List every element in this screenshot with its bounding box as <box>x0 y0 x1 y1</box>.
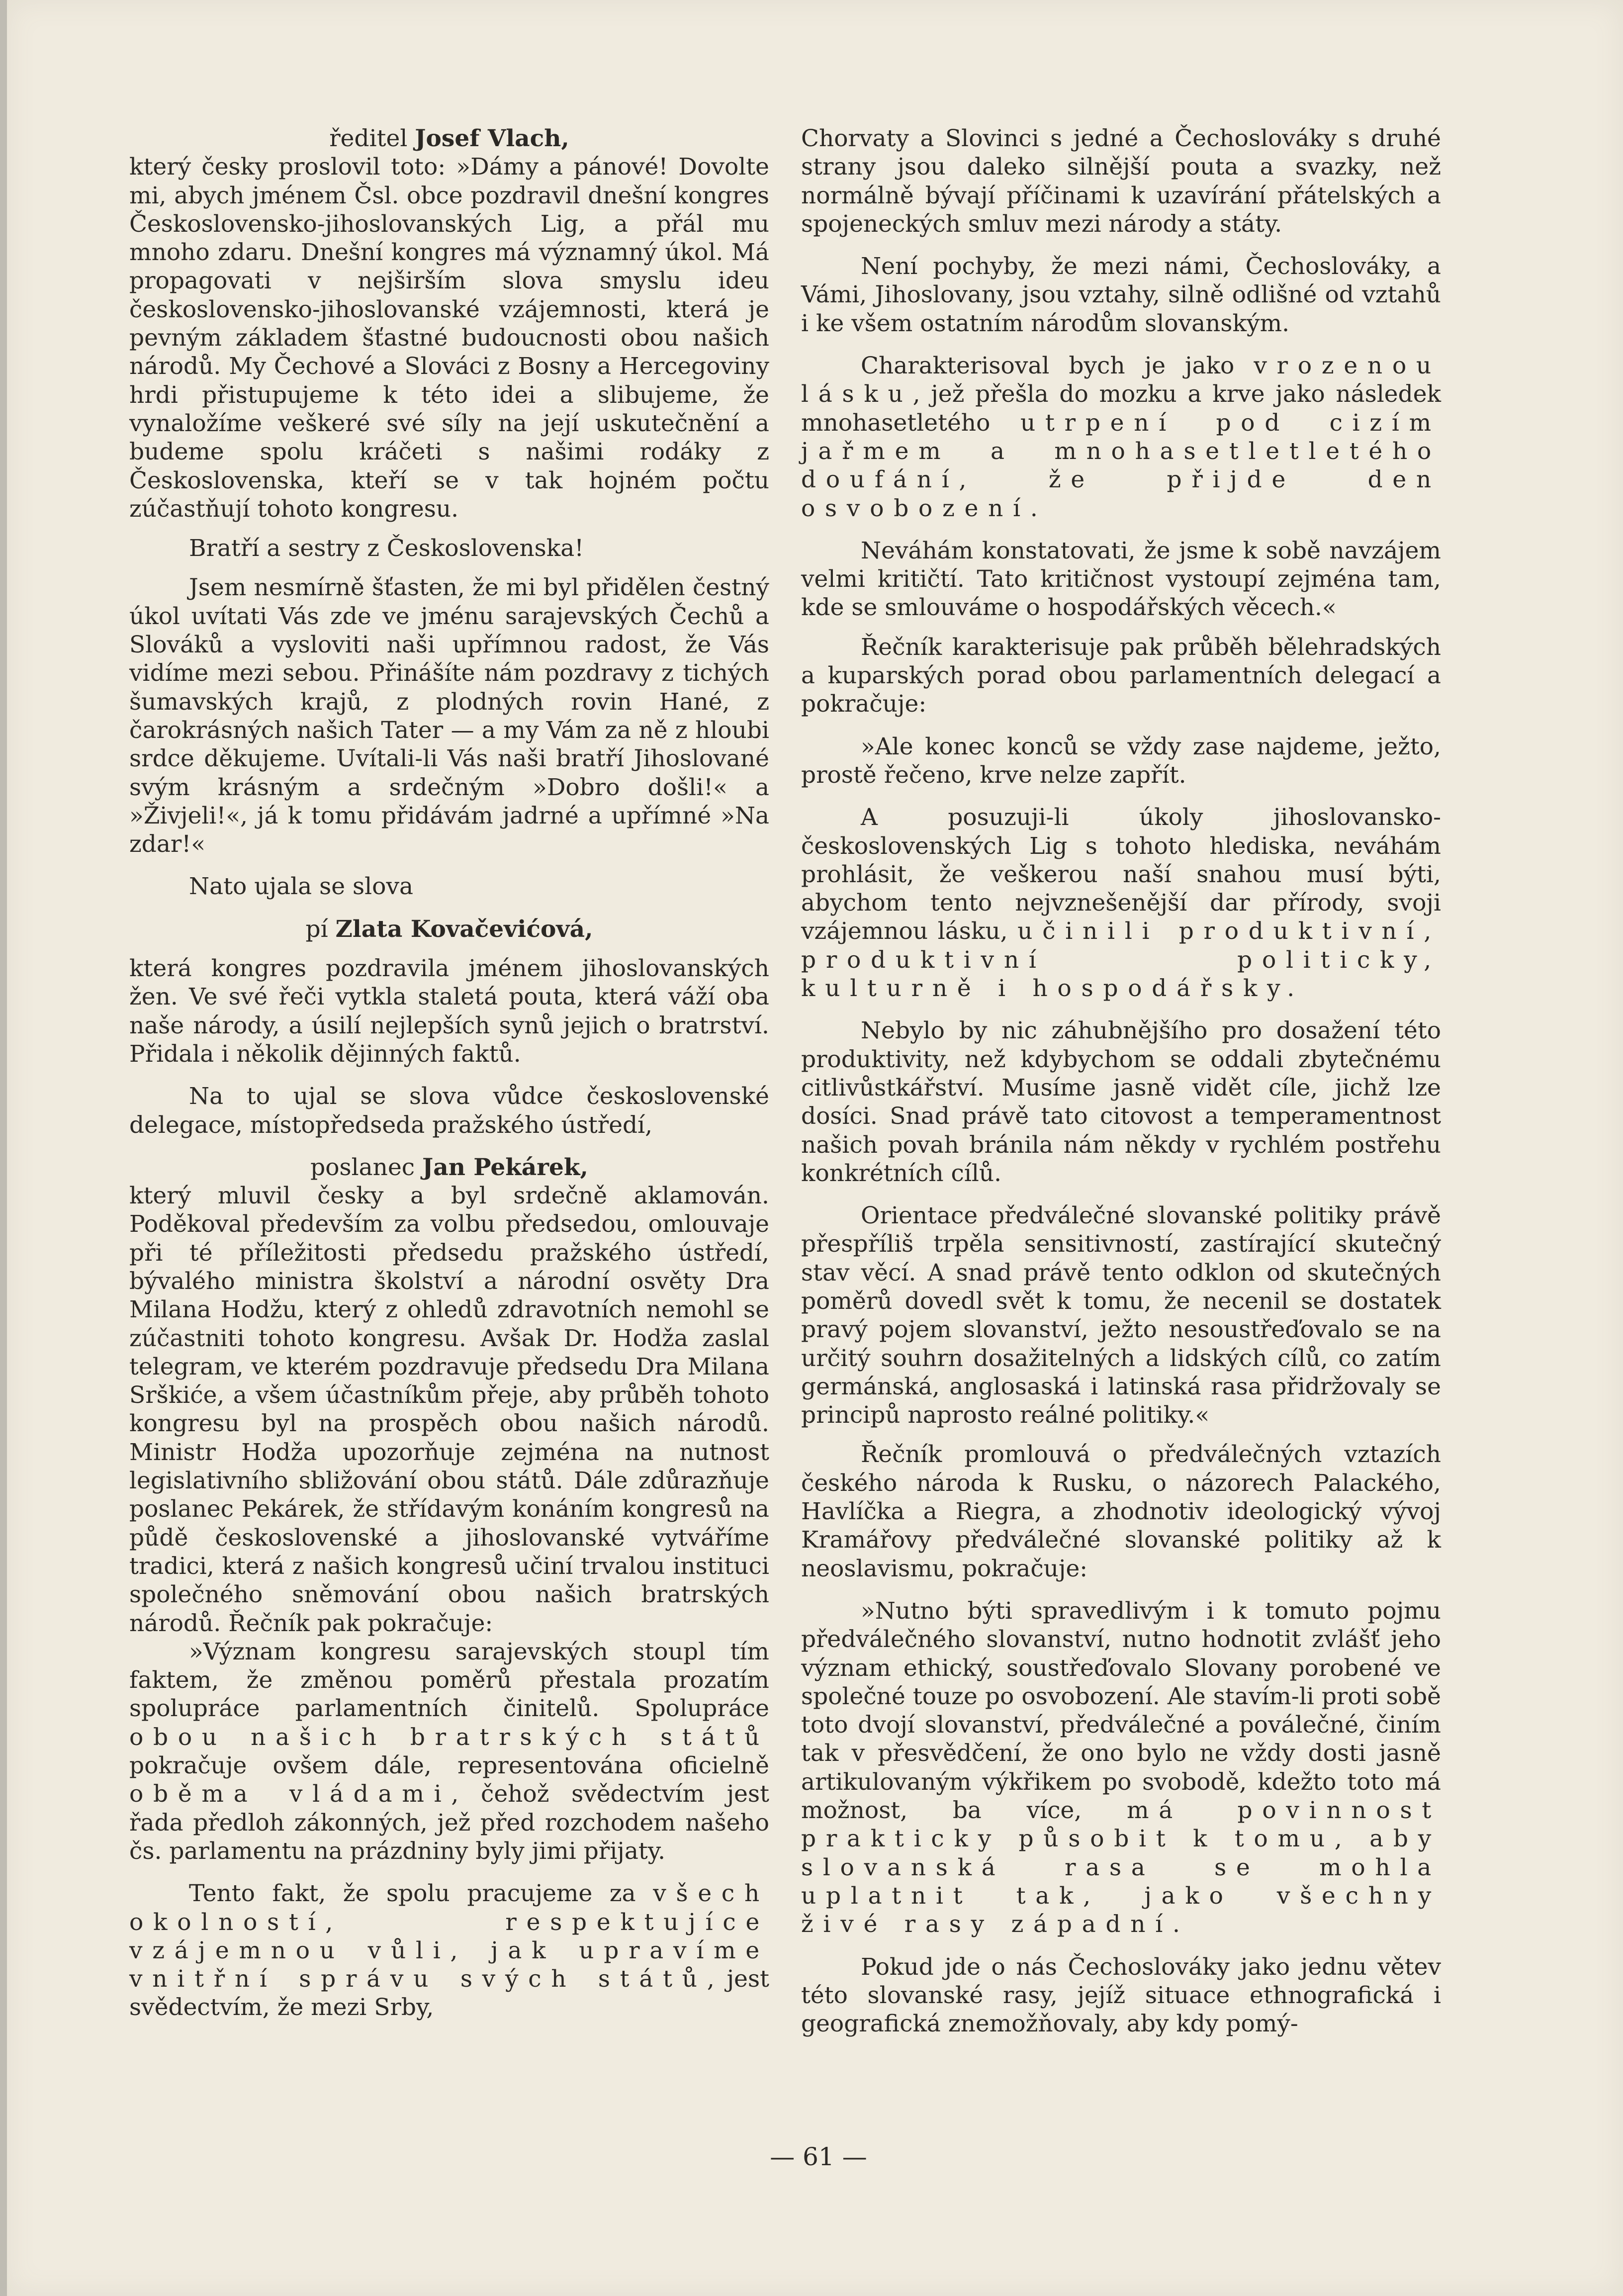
paragraph: Neváhám konstatovati, že jsme k sobě navzájem velmi kritičtí. Tato kritičnost vystoupí zejména tam, kde se smlouváme o hospodářských věcech.« <box>801 537 1441 622</box>
speaker-jan-pekarek: poslanec Jan Pekárek, <box>310 1153 588 1181</box>
page-number: — 61 — <box>770 2142 867 2171</box>
speaker-josef-vlach: ředitel Josef Vlach, <box>329 125 569 152</box>
paragraph: »Nutno býti spravedlivým i k tomuto pojmu předválečného slovanství, nutno hodnotit zvlášť jeho význam ethický, soustřeďovalo Slovany porobené ve společné touze po osvobození. Ale stavím-li proti sobě toto dvojí slovanství, předválečné a poválečné, činím tak v přesvědčení, že ono bylo ne vždy dosti jasně artikulovaným výkřikem po svobodě, kdežto toto má možnost, ba více, má povinnost prakticky působit k tomu, aby slovanská rasa se mohla uplatnit tak, jako všechny živé rasy západní. <box>801 1597 1441 1938</box>
paragraph: Tento fakt, že spolu pracujeme za všech okolností, respektujíce vzájemnou vůli, jak upravíme vnitřní správu svých států, jest svědectvím, že mezi Srby, <box>129 1880 769 2021</box>
paragraph: Na to ujal se slova vůdce československé delegace, místopředseda pražského ústředí, <box>129 1083 769 1139</box>
paragraph: Pokud jde o nás Čechoslováky jako jednu větev této slovanské rasy, jejíž situace ethnografická i geografická znemožňovaly, aby kdy pomý- <box>801 1953 1441 2038</box>
paragraph: »Ale konec konců se vždy zase najdeme, ježto, prostě řečeno, krve nelze zapřít. <box>801 733 1441 789</box>
paragraph: A posuzuji-li úkoly jihoslovansko-československých Lig s tohoto hlediska, neváhám prohlásit, že veškerou naší snahou musí býti, abychom tento nejvznešenější dar přírody, svoji vzájemnou lásku, učinili produktivní, produktivní politicky, kulturně i hospodářsky. <box>801 804 1441 1003</box>
paragraph: Řečník karakterisuje pak průběh bělehradských a kuparských porad obou parlamentních delegací a pokračuje: <box>801 633 1441 718</box>
paragraph: který česky proslovil toto: »Dámy a pánové! Dovolte mi, abych jménem Čsl. obce pozdravil dnešní kongres Československo-jihoslovanských Lig, a přál mu mnoho zdaru. Dnešní kongres má významný úkol. Má propagovati v nejširším slova smyslu ideu československo-jihoslovanské vzájemnosti, která je pevným základem šťastné budoucnosti obou našich národů. My Čechové a Slováci z Bosny a Hercegoviny hrdi přistupujeme k této idei a slibujeme, že vynaložíme veškeré své síly na její uskutečnění a budeme spolu kráčeti s našimi rodáky z Československa, kteří se v tak hojném počtu zúčastňují tohoto kongresu. <box>129 153 769 523</box>
paragraph: Jsem nesmírně šťasten, že mi byl přidělen čestný úkol uvítati Vás zde ve jménu sarajevských Čechů a Slováků a vysloviti naši upřímnou radost, že Vás vidíme mezi sebou. Přinášíte nám pozdravy z tichých šumavských krajů, z plodných rovin Hané, z čarokrásných našich Tater — a my Vám za ně z hloubi srdce děkujeme. Uvítali-li Vás naši bratří Jihoslované svým krásným a srdečným »Dobro došli!« a »Živjeli!«, já k tomu přidávám jadrné a upřímné »Na zdar!« <box>129 574 769 858</box>
paragraph: Řečník promlouvá o předválečných vztazích českého národa k Rusku, o názorech Palackého, Havlíčka a Riegra, a zhodnotiv ideologický vývoj Kramářovy předválečné slovanské politiky až k neoslavismu, pokračuje: <box>801 1441 1441 1582</box>
left-column <box>129 124 769 2022</box>
paragraph: Nebylo by nic záhubnějšího pro dosažení této produktivity, než kdybychom se oddali zbytečnému citlivůstkářství. Musíme jasně vidět cíle, jichž lze dosíci. Snad právě tato citovost a temperamentnost našich povah bránila nám někdy v rychlém postřehu konkrétních cílů. <box>801 1017 1441 1187</box>
paragraph: Nato ujala se slova <box>189 873 414 901</box>
paragraph: Orientace předválečné slovanské politiky právě přespříliš trpěla sensitivností, zastírající skutečný stav věcí. A snad právě tento odklon od skutečných poměrů dovedl svět k tomu, že necenil se dostatek pravý pojem slovanství, ježto nesoustřeďovalo se na určitý souhrn dosažitelných a lidských cílů, co zatím germánská, anglosaská i latinská rasa přidržovaly se principů naprosto reálné politiky.« <box>801 1202 1441 1429</box>
paragraph: »Význam kongresu sarajevských stoupl tím faktem, že změnou poměrů přestala prozatím spolupráce parlamentních činitelů. Spolupráce obou našich bratrských států pokračuje ovšem dále, representována oficielně oběma vládami, čehož svědectvím jest řada předloh zákonných, jež před rozchodem našeho čs. parlamentu na prázdniny byly jimi přijaty. <box>129 1638 769 1865</box>
paragraph: Není pochyby, že mezi námi, Čechoslováky, a Vámi, Jihoslovany, jsou vztahy, silně odlišné od vztahů i ke všem ostatním národům slovanským. <box>801 253 1441 337</box>
speaker-zlata-kovacevicova: pí Zlata Kovačevićová, <box>305 915 593 943</box>
right-column <box>801 124 1441 2038</box>
scanned-page <box>7 0 1623 2296</box>
paragraph: která kongres pozdravila jménem jihoslovanských žen. Ve své řeči vytkla staletá pouta, která váží oba naše národy, a úsilí nejlepších synů jejich o bratrství. Přidala i několik dějinných faktů. <box>129 955 769 1068</box>
paragraph: Charakterisoval bych je jako vrozenou lásku, jež přešla do mozku a krve jako následek mnohasetletého utrpení pod cizím jařmem a mnohasetletletého doufání, že přijde den osvobození. <box>801 352 1441 522</box>
paragraph: Chorvaty a Slovinci s jedné a Čechoslováky s druhé strany jsou daleko silnější pouta a svazky, než normálně bývají příčinami k uzavírání přátelských a spojeneckých smluv mezi národy a státy. <box>801 125 1441 238</box>
paragraph: Bratří a sestry z Československa! <box>189 535 584 562</box>
paragraph: který mluvil česky a byl srdečně aklamován. Poděkoval především za volbu předsedou, omlouvaje při té příležitosti předsedu pražského ústředí, bývalého ministra školství a národní osvěty Dra Milana Hodžu, který z ohledů zdravotních nemohl se zúčastniti tohoto kongresu. Avšak Dr. Hodža zaslal telegram, ve kterém pozdravuje předsedu Dra Milana Srškiće, a všem účastníkům přeje, aby průběh tohoto kongresu byl na prospěch obou našich národů. Ministr Hodža upozorňuje zejména na nutnost legislativního sbližování obou států. Dále zdůrazňuje poslanec Pekárek, že střídavým konáním kongresů na půdě československé a jihoslovanské vytváříme tradici, která z našich kongresů učiní trvalou instituci společného sněmování obou našich bratrských národů. Řečník pak pokračuje: <box>129 1182 769 1637</box>
